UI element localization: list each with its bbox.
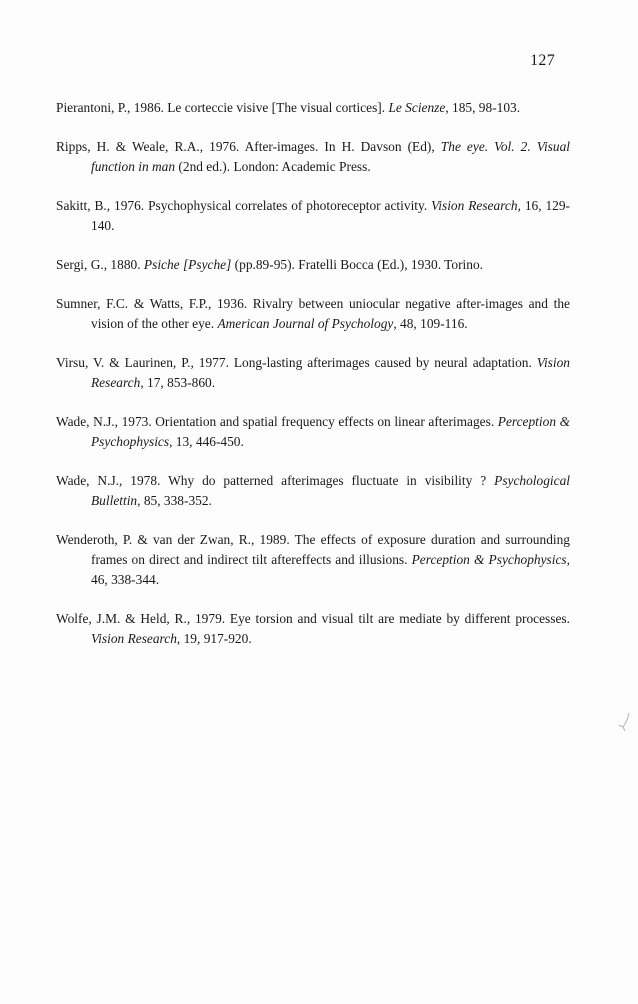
- reference-details: , 185, 98-103.: [445, 100, 521, 115]
- reference-source: Perception & Psychophysics: [91, 414, 571, 449]
- reference-details: (pp.89-95). Fratelli Bocca (Ed.), 1930. Torino.: [231, 257, 484, 272]
- reference-entry: [56, 609, 570, 649]
- reference-details: , 48, 109-116.: [393, 316, 468, 331]
- reference-details: , 85, 338-352.: [137, 493, 212, 508]
- reference-details: , 13, 446-450.: [169, 434, 244, 449]
- reference-text: Sakitt, B., 1976. Psychophysical correlates of photoreceptor activity.: [56, 198, 432, 213]
- scan-mark: [617, 712, 631, 732]
- reference-source: Psiche [Psyche]: [143, 257, 232, 272]
- reference-text: Sumner, F.C. & Watts, F.P., 1936. Rivalry between uniocular negative after-images and the vision of the other eye.: [56, 296, 570, 331]
- reference-text: Pierantoni, P., 1986. Le corteccie visive [The visual cortices].: [56, 100, 389, 115]
- reference-source: The eye. Vol. 2. Visual function in man: [91, 139, 570, 174]
- reference-entry: [56, 353, 570, 393]
- reference-source: Le Scienze: [388, 100, 446, 115]
- reference-text: Virsu, V. & Laurinen, P., 1977. Long-lasting afterimages caused by neural adaptation.: [56, 355, 537, 370]
- reference-text: Ripps, H. & Weale, R.A., 1976. After-images. In H. Davson (Ed),: [56, 139, 441, 154]
- reference-source: Vision Research: [431, 198, 518, 213]
- reference-entry: [56, 412, 570, 452]
- reference-text: Wenderoth, P. & van der Zwan, R., 1989. The effects of exposure duration and surrounding frames on direct and indirect tilt aftereffects and illusions.: [56, 532, 570, 567]
- reference-text: Wade, N.J., 1973. Orientation and spatial frequency effects on linear afterimages.: [56, 414, 498, 429]
- reference-list: [56, 98, 570, 668]
- reference-entry: [56, 98, 570, 118]
- reference-details: , 17, 853-860.: [140, 375, 216, 390]
- reference-details: , 16, 129-140.: [91, 198, 571, 233]
- reference-entry: [56, 137, 570, 177]
- reference-entry: [56, 530, 570, 590]
- reference-details: , 46, 338-344.: [91, 552, 570, 587]
- page-number: 127: [530, 52, 555, 69]
- reference-details: , 19, 917-920.: [176, 631, 252, 646]
- reference-source: Perception & Psychophysics: [411, 552, 567, 567]
- reference-source: Vision Research: [91, 355, 570, 390]
- reference-details: (2nd ed.). London: Academic Press.: [175, 159, 371, 174]
- reference-entry: [56, 471, 570, 511]
- reference-text: Wade, N.J., 1978. Why do patterned afterimages fluctuate in visibility ?: [56, 473, 495, 488]
- reference-source: Vision Research: [91, 631, 177, 646]
- reference-source: Psychological Bullettin: [91, 473, 570, 508]
- reference-entry: [56, 255, 570, 275]
- reference-entry: [56, 294, 570, 334]
- reference-text: Wolfe, J.M. & Held, R., 1979. Eye torsion and visual tilt are mediate by different processes.: [56, 611, 570, 626]
- reference-source: American Journal of Psychology: [217, 316, 394, 331]
- reference-entry: [56, 196, 570, 236]
- reference-text: Sergi, G., 1880.: [56, 257, 144, 272]
